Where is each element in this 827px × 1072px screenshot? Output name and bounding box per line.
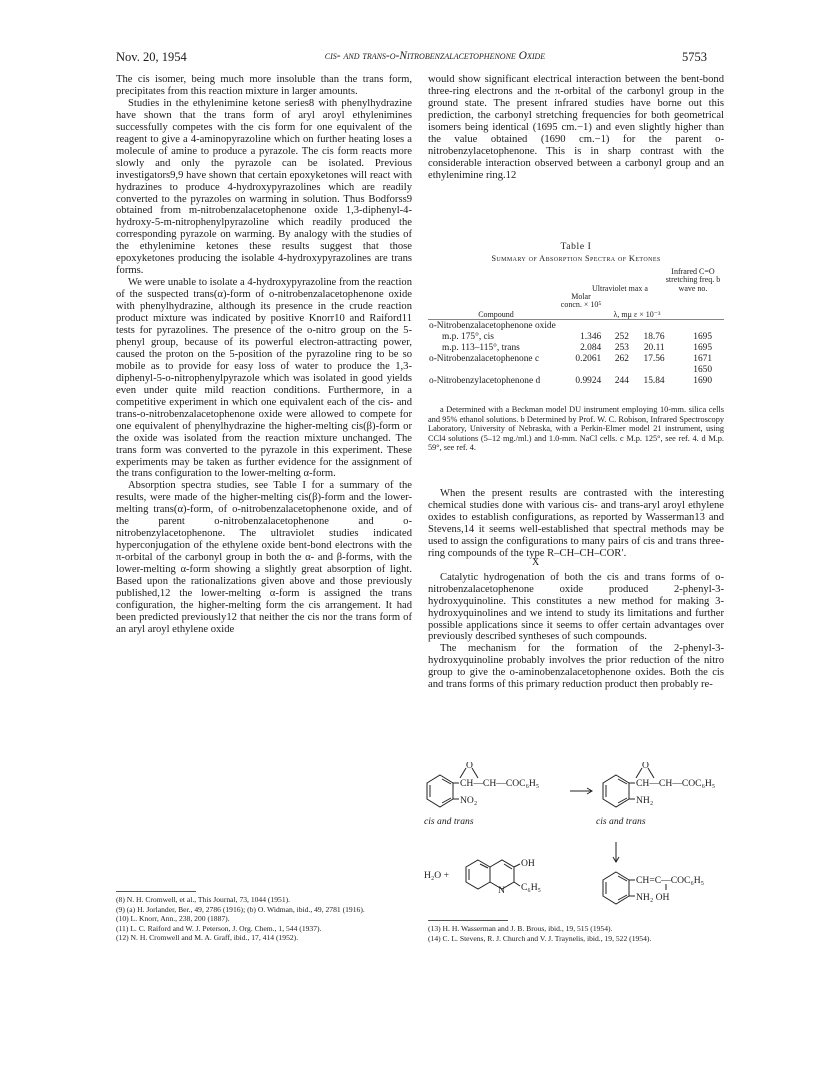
table-rule [428, 319, 724, 320]
footnote-rule [116, 891, 196, 892]
benzene-ring [603, 872, 629, 904]
paragraph: Absorption spectra studies, see Table I for a summary of the results, were made of the higher-melting cis(β)-form and the lower-melting trans(α)-form, of o-nitrobenzalacetophenone oxide, and of the parent o-nitrobenzalacetophenone and o-nitrobenzylacetophenone. The ultraviolet studies indicated hyperconjugation of the ethylene oxide bent-bond electrons with the π-orbital of the carbonyl group in both the α- and β-forms, with the lower-melting α-form showing a slightly great absorption of light. Based upon the rationalizations given above and those previously published,12 the lower-melting α-form is assigned the trans configuration, the higher-melting form the cis arrangement. It had been predicted previously12 that neither the cis nor the trans form of an aryl aroyl ethylene oxide [116, 480, 412, 635]
formula-x-line [428, 556, 724, 572]
oxygen-label: O [466, 762, 473, 771]
benzene-ring [603, 775, 629, 807]
isomer-label: cis and trans [596, 816, 646, 827]
table-footnotes: a Determined with a Beckman model DU instrument employing 10-mm. silica cells and 95% ethanol solutions. b Determined by Prof. W. C. Robison, Infrared Spectroscopy Laboratory, University of Nebraska, with a Perkin-Elmer model 21 instrument, using CCl4 solutions (5–12 mg./ml.) and 1.0-mm. NaCl cells. c M.p. 125°, see ref. 4. d M.p. 59°, see ref. 4. [428, 405, 724, 453]
cell-lambda [602, 365, 630, 376]
cell-lambda: 262 [614, 354, 629, 364]
footnote-14: (14) C. L. Stevens, R. J. Church and V. J. Traynelis, ibid., 19, 522 (1954). [428, 933, 652, 943]
cell-conc: 1.346 [580, 332, 602, 342]
left-footnotes [116, 895, 412, 943]
cell-compound: m.p. 175°, cis [442, 332, 494, 342]
chain-label: CH—CH—COC₆H₅ [636, 778, 716, 789]
footnote-11: (11) L. C. Raiford and W. J. Peterson, J. Org. Chem., 1, 544 (1937). [116, 923, 322, 933]
cell-eps [630, 365, 666, 376]
table-row [428, 354, 724, 365]
cell-ir: 1650 [693, 365, 712, 375]
cell-lambda: 253 [614, 343, 629, 353]
table-row [428, 332, 724, 343]
paragraph: The mechanism for the formation of the 2-phenyl-3-hydroxyquinoline probably involves the prior reduction of the nitro group to give the o-aminobenzalacetophenone oxides. Both the cis and trans forms of this primary reduction product then probably re- [428, 643, 724, 691]
isomer-label: cis and trans [424, 816, 474, 827]
benzene-ring [427, 775, 453, 807]
paragraph: would show significant electrical interaction between the bent-bond three-ring electrons and the π-orbital of the carbonyl group in the ground state. The present infrared studies have borne out this prediction, the carbonyl stretching frequencies for both geometrical isomers being identical (1695 cm.−1) and even slightly higher than the value obtained (1690 cm.−1) for the parent o-nitrobenzylacetophenone. This is in sharp contrast with the considerable interaction observed between a carbonyl group and an ethylenimine ring.12 [428, 74, 724, 181]
footnote-13: (13) H. H. Wasserman and J. B. Brous, ibid., 19, 515 (1954). [428, 924, 613, 933]
table-row [428, 365, 724, 376]
left-column [116, 74, 412, 636]
cell-eps: 15.84 [643, 376, 665, 386]
right-column-top [428, 74, 724, 182]
cell-eps: 17.56 [643, 354, 665, 364]
cell-compound: o-Nitrobenzalacetophenone c [429, 354, 540, 364]
quinoline-ring [466, 860, 490, 889]
header-ir: Infrared C=O stretching freq. b wave no. [665, 267, 721, 293]
water-label: H₂O + [424, 870, 450, 881]
nitro-label: NO₂ [460, 795, 478, 806]
paragraph: We were unable to isolate a 4-hydroxypyrazoline from the reaction of the suspected trans(α)-form of o-nitrobenzalacetophenone oxide with phenylhydrazine, although its presence in the crude reaction product mixture was indicated by positive Knorr10 and Raiford11 tests for pyrazolines. The presence of the o-nitro group on the 5-phenyl group, because of its powerful electron-attracting power, caused the proton on the 5-position of the pyrazoline ring to be so mobile as to provide for easy loss of water to produce the 1,3-diphenyl-5-o-nitrophenylpyrazole which was isolated in good yields even under quite mild reaction conditions. Furthermore, in a competitive experiment in which one equivalent each of the cis- and trans-o-nitrobenzalacetophenone oxide were allowed to compete for one equivalent of phenylhydrazine the higher-melting cis(β)-form or the oxide was isolated from the reaction mixture unchanged. The trans form was converted to the pyrazole in this experiment. These experiments may be taken as further evidence for the assignment of the trans configuration to the lower-melting α-form. [116, 277, 412, 480]
header-date: Nov. 20, 1954 [116, 50, 187, 64]
table-row [428, 343, 724, 354]
footnote-12: (12) N. H. Cromwell and M. A. Graff, ibid., 17, 414 (1952). [116, 933, 299, 943]
paragraph: Catalytic hydrogenation of both the cis and trans forms of o-nitrobenzalacetophenone oxide produced 2-phenyl-3-hydroxyquinoline. This constitutes a new method for making 3-hydroxyquinolines and we intend to study its limitations and further possible applications since it seems to offer certain advantages over previously described syntheses of such compounds. [428, 571, 724, 643]
cell-ir: 1695 [693, 332, 712, 342]
header-compound: Compound [478, 310, 514, 319]
paragraph: When the present results are contrasted with the interesting chemical studies done with various cis- and trans-aryl aroyl ethylene oxides to establish configurations, as reported by Wasserman13 and Stevens,14 it seems well-established that spectral methods may be used to assign the configurations to many pairs of cis and trans three-ring compounds of the type R–CH–CH–COR′. [428, 488, 724, 559]
cell-ir: 1671 [693, 354, 712, 364]
cell-eps: 18.76 [643, 332, 665, 342]
cell-lambda: 252 [614, 332, 629, 342]
header-molar: Molar concn. × 10⁵ [560, 292, 602, 310]
table-title: Table I [560, 241, 592, 252]
phenyl-label: C₆H₅ [521, 882, 542, 893]
absorption-table [428, 321, 724, 387]
cell-conc [562, 365, 602, 376]
oxygen-label: O [642, 762, 649, 771]
chain-label: CH=C—COC₆H₅ [636, 875, 705, 886]
header-title: cis- and trans-o-Nitrobenzalacetophenone Oxide [324, 50, 546, 62]
paragraph: Studies in the ethylenimine ketone series8 with phenylhydrazine have shown that the trans form of aryl aroyl ethylenimines successfully competes with the cis form for one equivalent of the reagent to give a 4-aminopyrazoline which on further heating loses a molecule of amine to produce a pyrazole. The cis form reacts more slowly and only the pyrazole can be isolated. Previous investigators9,9 have shown that certain epoxyketones will react with hydrazines to produce 4-hydroxypyrazolines which are readily converted to the pyrazoles on warming in solution. Thus Bodforss9 obtained from m-nitrobenzalacetophenone oxide 1,3-diphenyl-4-hydroxy-5-m-nitrophenylpyrazoline which readily produced the corresponding pyrazole on warming. By analogy with the studies of the ethylenimine ketones these results suggest that those epoxyketones producing the isolable 4-hydroxypyrazolines are trans forms. [116, 97, 412, 277]
cell-conc: 2.084 [580, 343, 602, 353]
formula-x: X [532, 556, 540, 568]
chain-label: CH—CH—COC₆H₅ [460, 778, 540, 789]
cell-conc: 0.9924 [575, 376, 602, 386]
header-uv: Ultraviolet max a [592, 284, 648, 293]
cell-compound: o-Nitrobenzylacetophenone d [429, 376, 541, 386]
footnote-9: (9) (a) H. Jorlander, Ber., 49, 2786 (1916); (b) O. Widman, ibid., 49, 2781 (1916). [116, 904, 365, 914]
cell-compound [428, 365, 562, 376]
footnote-8: (8) N. H. Cromwell, et al., This Journal, 73, 1044 (1951). [116, 895, 291, 904]
cell-eps: 20.11 [643, 343, 665, 353]
table-group-label: o-Nitrobenzalacetophenone oxide [429, 321, 556, 331]
cell-conc: 0.2061 [575, 354, 602, 364]
table-subtitle: Summary of Absorption Spectra of Ketones [491, 254, 661, 263]
table-row [428, 376, 724, 387]
header-lambda-eps: λ, mμ ε × 10⁻³ [613, 310, 661, 319]
hydroxy-label: OH [521, 858, 535, 869]
amino-hydroxy-label: NH₂ OH [636, 892, 670, 903]
amino-label: NH₂ [636, 795, 654, 806]
reaction-scheme [420, 762, 740, 912]
cell-compound: m.p. 113–115°, trans [442, 343, 520, 353]
right-footnotes [428, 924, 724, 943]
cell-ir: 1695 [693, 343, 712, 353]
right-column-middle [428, 488, 724, 691]
cell-lambda: 244 [614, 376, 629, 386]
footnote-rule [428, 920, 508, 921]
cell-ir: 1690 [693, 376, 712, 386]
table-row [428, 321, 724, 332]
footnote-10: (10) L. Knorr, Ann., 238, 200 (1887). [116, 914, 230, 924]
header-page-number: 5753 [682, 50, 707, 64]
paragraph: The cis isomer, being much more insoluble than the trans form, precipitates from this reaction mixture in larger amounts. [116, 74, 412, 97]
nitrogen-label: N [498, 885, 505, 896]
